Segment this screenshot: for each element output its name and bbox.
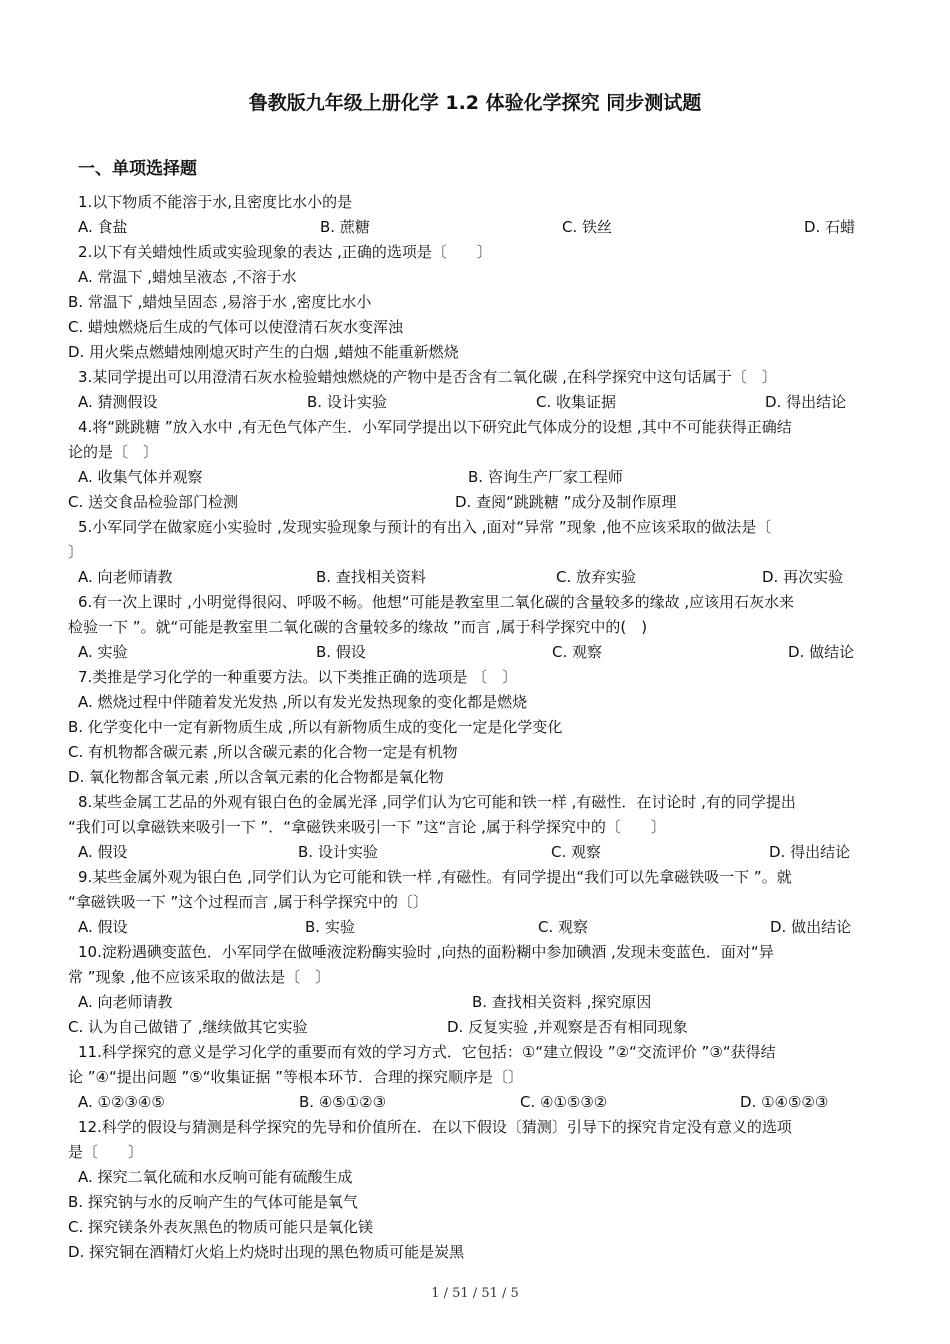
page-title: 鲁教版九年级上册化学 1.2 体验化学探究 同步测试题	[248, 92, 702, 114]
question-10-option-d: D. 反复实验 ,并观察是否有相同现象	[447, 1018, 688, 1036]
question-7-option-a: A. 燃烧过程中伴随着发光发热 ,所以有发光发热现象的变化都是燃烧	[78, 693, 528, 711]
question-7-option-c: C. 有机物都含碳元素 ,所以含碳元素的化合物一定是有机物	[68, 743, 458, 761]
question-10-option-c: C. 认为自己做错了 ,继续做其它实验	[68, 1018, 308, 1036]
question-1-stem: 1.以下物质不能溶于水,且密度比水小的是	[78, 193, 353, 211]
question-8-option-d: D. 得出结论	[769, 843, 851, 861]
question-12-stem: 12.科学的假设与猜测是科学探究的先导和价值所在．在以下假设〔猜测〕引导下的探究肯定没有意义的选项	[78, 1118, 792, 1136]
question-5-stem-cont: 〕	[68, 543, 84, 561]
question-2-option-b: B. 常温下 ,蜡烛呈固态 ,易溶于水 ,密度比水小	[68, 293, 372, 311]
question-12-option-b: B. 探究钠与水的反响产生的气体可能是氧气	[68, 1193, 358, 1211]
question-12-option-a: A. 探究二氧化硫和水反响可能有硫酸生成	[78, 1168, 353, 1186]
question-8-stem-cont: “我们可以拿磁铁来吸引一下 ”．“拿磁铁来吸引一下 ”这“言论 ,属于科学探究中的〔 〕	[68, 818, 666, 836]
question-7-option-b: B. 化学变化中一定有新物质生成 ,所以有新物质生成的变化一定是化学变化	[68, 718, 563, 736]
question-11-option-c: C. ④①⑤③②	[520, 1093, 608, 1111]
question-6-option-b: B. 假设	[316, 643, 366, 661]
question-10-stem-cont: 常 ”现象 ,他不应该采取的做法是〔 〕	[68, 968, 331, 986]
question-9-option-d: D. 做出结论	[770, 918, 852, 936]
question-5-stem: 5.小军同学在做家庭小实验时 ,发现实验现象与预计的有出入 ,面对“异常 ”现象 ,他不应该采取的做法是〔	[78, 518, 772, 536]
question-9-stem: 9.某些金属外观为银白色 ,同学们认为它可能和铁一样 ,有磁性。有同学提出“我们可以先拿磁铁吸一下 ”。就	[78, 868, 792, 886]
question-9-option-c: C. 观察	[538, 918, 589, 936]
question-11-stem: 11.科学探究的意义是学习化学的重要而有效的学习方式．它包括：①“建立假设 ”②“交流评价 ”③“获得结	[78, 1043, 776, 1061]
question-4-option-c: C. 送交食品检验部门检测	[68, 493, 239, 511]
question-12-option-c: C. 探究镁条外表灰黑色的物质可能只是氧化镁	[68, 1218, 374, 1236]
question-2-option-d: D. 用火柴点燃蜡烛刚熄灭时产生的白烟 ,蜡烛不能重新燃烧	[68, 343, 459, 361]
question-1-option-a: A. 食盐	[78, 218, 128, 236]
question-8-option-b: B. 设计实验	[298, 843, 378, 861]
question-9-option-a: A. 假设	[78, 918, 128, 936]
question-4-option-b: B. 咨询生产厂家工程师	[468, 468, 623, 486]
question-8-stem: 8.某些金属工艺品的外观有银白色的金属光泽 ,同学们认为它可能和铁一样 ,有磁性．在讨论时 ,有的同学提出	[78, 793, 796, 811]
question-3-option-d: D. 得出结论	[765, 393, 847, 411]
question-1-option-b: B. 蔗糖	[320, 218, 370, 236]
question-2-option-c: C. 蜡烛燃烧后生成的气体可以使澄清石灰水变浑浊	[68, 318, 404, 336]
question-6-option-d: D. 做结论	[788, 643, 855, 661]
question-12-stem-cont: 是〔 〕	[68, 1143, 144, 1161]
question-11-option-d: D. ①④⑤②③	[740, 1093, 829, 1111]
question-11-stem-cont: 论 ”④“提出问题 ”⑤“收集证据 ”等根本环节．合理的探究顺序是〔〕	[68, 1068, 524, 1086]
question-11-option-a: A. ①②③④⑤	[78, 1093, 165, 1111]
question-7-stem: 7.类推是学习化学的一种重要方法。以下类推正确的选项是 〔 〕	[78, 668, 518, 686]
question-12-option-d: D. 探究铜在酒精灯火焰上灼烧时出现的黑色物质可能是炭黑	[68, 1243, 465, 1261]
question-9-option-b: B. 实验	[305, 918, 355, 936]
question-8-option-c: C. 观察	[551, 843, 602, 861]
question-6-stem-cont: 检验一下 ”。就“可能是教室里二氧化碳的含量较多的缘故 ”而言 ,属于科学探究中的( )	[68, 618, 648, 636]
question-6-option-c: C. 观察	[552, 643, 603, 661]
question-5-option-c: C. 放弃实验	[556, 568, 637, 586]
question-3-option-b: B. 设计实验	[307, 393, 387, 411]
question-4-option-a: A. 收集气体并观察	[78, 468, 203, 486]
question-8-option-a: A. 假设	[78, 843, 128, 861]
question-2-option-a: A. 常温下 ,蜡烛呈液态 ,不溶于水	[78, 268, 297, 286]
question-2-stem: 2.以下有关蜡烛性质或实验现象的表达 ,正确的选项是〔 〕	[78, 243, 492, 261]
question-5-option-b: B. 查找相关资料	[316, 568, 426, 586]
question-3-option-a: A. 猜测假设	[78, 393, 158, 411]
question-6-option-a: A. 实验	[78, 643, 128, 661]
question-5-option-d: D. 再次实验	[762, 568, 844, 586]
question-1-option-d: D. 石蜡	[804, 218, 856, 236]
question-7-option-d: D. 氧化物都含氧元素 ,所以含氧元素的化合物都是氧化物	[68, 768, 444, 786]
question-3-stem: 3.某同学提出可以用澄清石灰水检验蜡烛燃烧的产物中是否含有二氧化碳 ,在科学探究中这句话属于〔 〕	[78, 368, 777, 386]
question-4-option-d: D. 查阅“跳跳糖 ”成分及制作原理	[455, 493, 677, 511]
question-4-stem-cont: 论的是〔 〕	[68, 443, 159, 461]
question-6-stem: 6.有一次上课时 ,小明觉得很闷、呼吸不畅。他想“可能是教室里二氧化碳的含量较多的缘故 ,应该用石灰水来	[78, 593, 795, 611]
section-heading: 一、单项选择题	[78, 159, 197, 179]
question-10-option-a: A. 向老师请教	[78, 993, 173, 1011]
question-3-option-c: C. 收集证据	[536, 393, 617, 411]
question-11-option-b: B. ④⑤①②③	[299, 1093, 387, 1111]
question-5-option-a: A. 向老师请教	[78, 568, 173, 586]
page-number: 1 / 51 / 51 / 5	[431, 1286, 519, 1301]
question-4-stem: 4.将“跳跳糖 ”放入水中 ,有无色气体产生．小军同学提出以下研究此气体成分的设想 ,其中不可能获得正确结	[78, 418, 792, 436]
question-10-stem: 10.淀粉遇碘变蓝色．小军同学在做唾液淀粉酶实验时 ,向热的面粉糊中参加碘酒 ,发现未变蓝色．面对“异	[78, 943, 774, 961]
question-1-option-c: C. 铁丝	[562, 218, 613, 236]
question-9-stem-cont: “拿磁铁吸一下 ”这个过程而言 ,属于科学探究中的〔〕	[68, 893, 428, 911]
question-10-option-b: B. 查找相关资料 ,探究原因	[472, 993, 652, 1011]
